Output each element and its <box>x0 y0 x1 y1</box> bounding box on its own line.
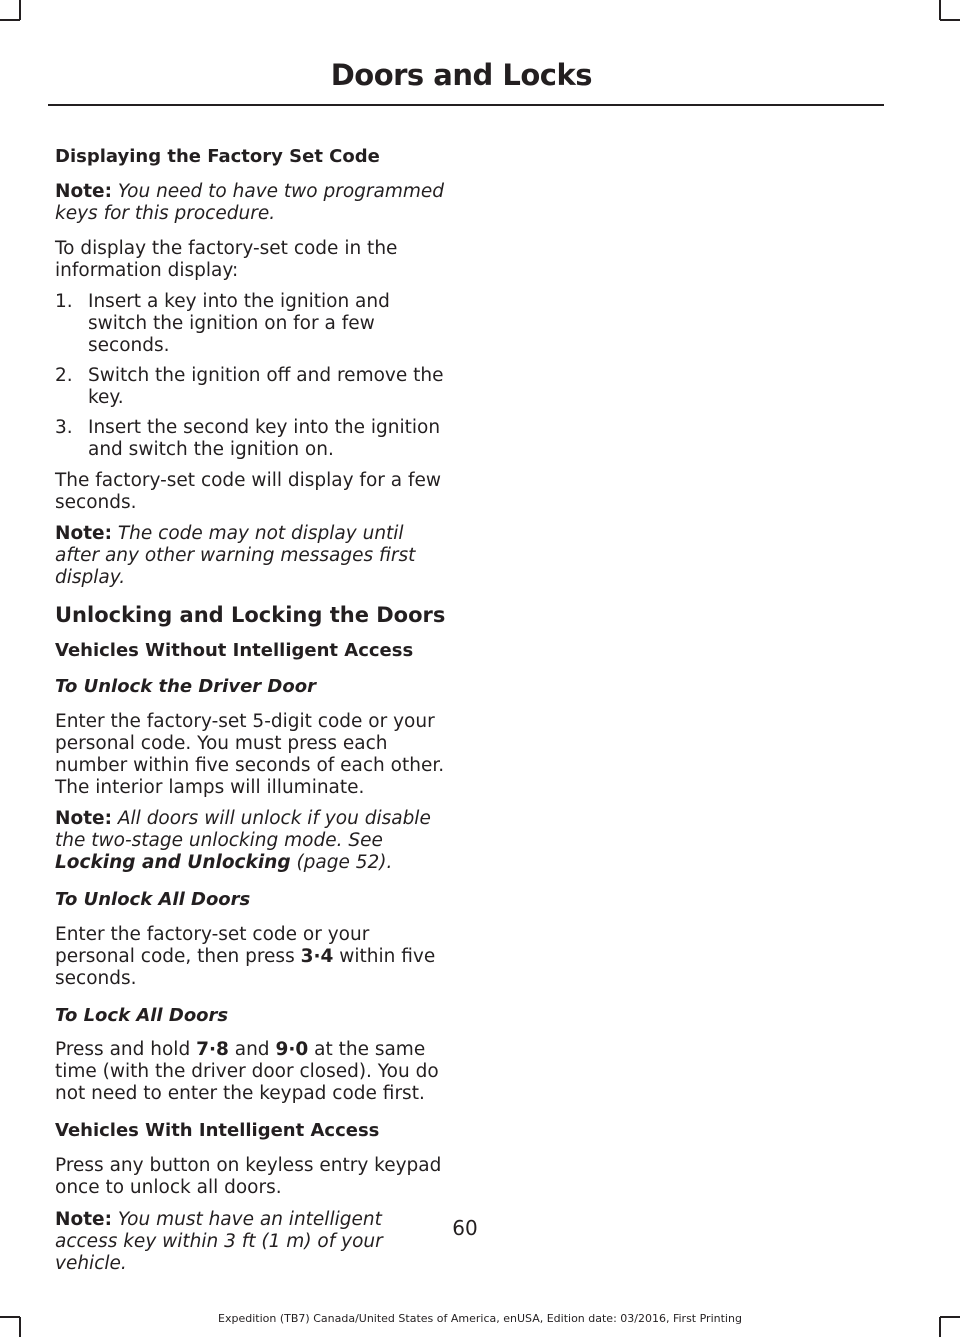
note <box>55 523 450 589</box>
step-number: 2. <box>55 365 73 386</box>
keypad-key: 7·8 <box>196 1039 229 1060</box>
note <box>55 808 450 874</box>
text: Enter the factory-set code or your personal code, then press <box>55 924 370 967</box>
paragraph: The factory-set code will display for a few seconds. <box>55 470 441 513</box>
steps-list <box>55 291 450 461</box>
note-label: Note: <box>55 808 112 829</box>
paragraph <box>55 924 450 990</box>
note-text: You need to have two programmed keys for this procedure. <box>55 181 445 224</box>
note-label: Note: <box>55 1209 112 1230</box>
paragraph <box>55 1039 450 1105</box>
step-text: Insert a key into the ignition and switch the ignition on for a few seconds. <box>88 291 390 356</box>
header-divider <box>48 104 884 106</box>
subsection-heading: Vehicles Without Intelligent Access <box>55 640 414 661</box>
text: within five seconds. <box>55 946 436 989</box>
step-number: 1. <box>55 291 73 312</box>
page-number: 60 <box>452 1216 478 1240</box>
paragraph: Press any button on keyless entry keypad once to unlock all doors. <box>55 1155 442 1198</box>
step-text: Switch the ignition off and remove the key. <box>88 365 444 408</box>
crop-mark <box>0 19 20 21</box>
content-column <box>55 146 450 1275</box>
footer: Expedition (TB7) Canada/United States of America, enUSA, Edition date: 03/2016, First Printing <box>218 1312 742 1325</box>
crop-mark <box>939 0 941 20</box>
crop-mark <box>940 19 960 21</box>
text: at the same time (with the driver door closed). You do not need to enter the keypad code first. <box>55 1039 439 1104</box>
note-text: All doors will unlock if you disable the two-stage unlocking mode. See <box>55 808 431 851</box>
section-heading: Unlocking and Locking the Doors <box>55 603 446 627</box>
page-reference: (page 52). <box>296 852 393 873</box>
step-number: 3. <box>55 417 73 438</box>
paragraph: Enter the factory-set 5-digit code or your personal code. You must press each number within five seconds of each other. The interior lamps will illuminate. <box>55 711 445 798</box>
subsection-heading: Vehicles With Intelligent Access <box>55 1120 380 1141</box>
note-text: The code may not display until after any other warning messages first display. <box>55 523 416 588</box>
note <box>55 181 450 225</box>
list-item <box>55 365 450 409</box>
subsection-heading: To Lock All Doors <box>55 1005 229 1026</box>
note-label: Note: <box>55 523 112 544</box>
note-text: You must have an intelligent access key within 3 ft (1 m) of your vehicle. <box>55 1209 383 1274</box>
subsection-heading: To Unlock All Doors <box>55 889 251 910</box>
cross-reference-link[interactable]: Locking and Unlocking <box>55 852 291 873</box>
keypad-key: 3·4 <box>300 946 334 967</box>
note-label: Note: <box>55 181 112 202</box>
paragraph: To display the factory-set code in the information display: <box>55 238 398 281</box>
list-item <box>55 291 450 357</box>
page-title: Doors and Locks <box>330 58 592 92</box>
subsection-heading: To Unlock the Driver Door <box>55 676 316 697</box>
crop-mark <box>19 0 21 20</box>
step-text: Insert the second key into the ignition and switch the ignition on. <box>88 417 441 460</box>
section-heading: Displaying the Factory Set Code <box>55 146 380 167</box>
keypad-key: 9·0 <box>275 1039 309 1060</box>
text: Press and hold <box>55 1039 191 1060</box>
text: and <box>234 1039 270 1060</box>
list-item <box>55 417 450 461</box>
